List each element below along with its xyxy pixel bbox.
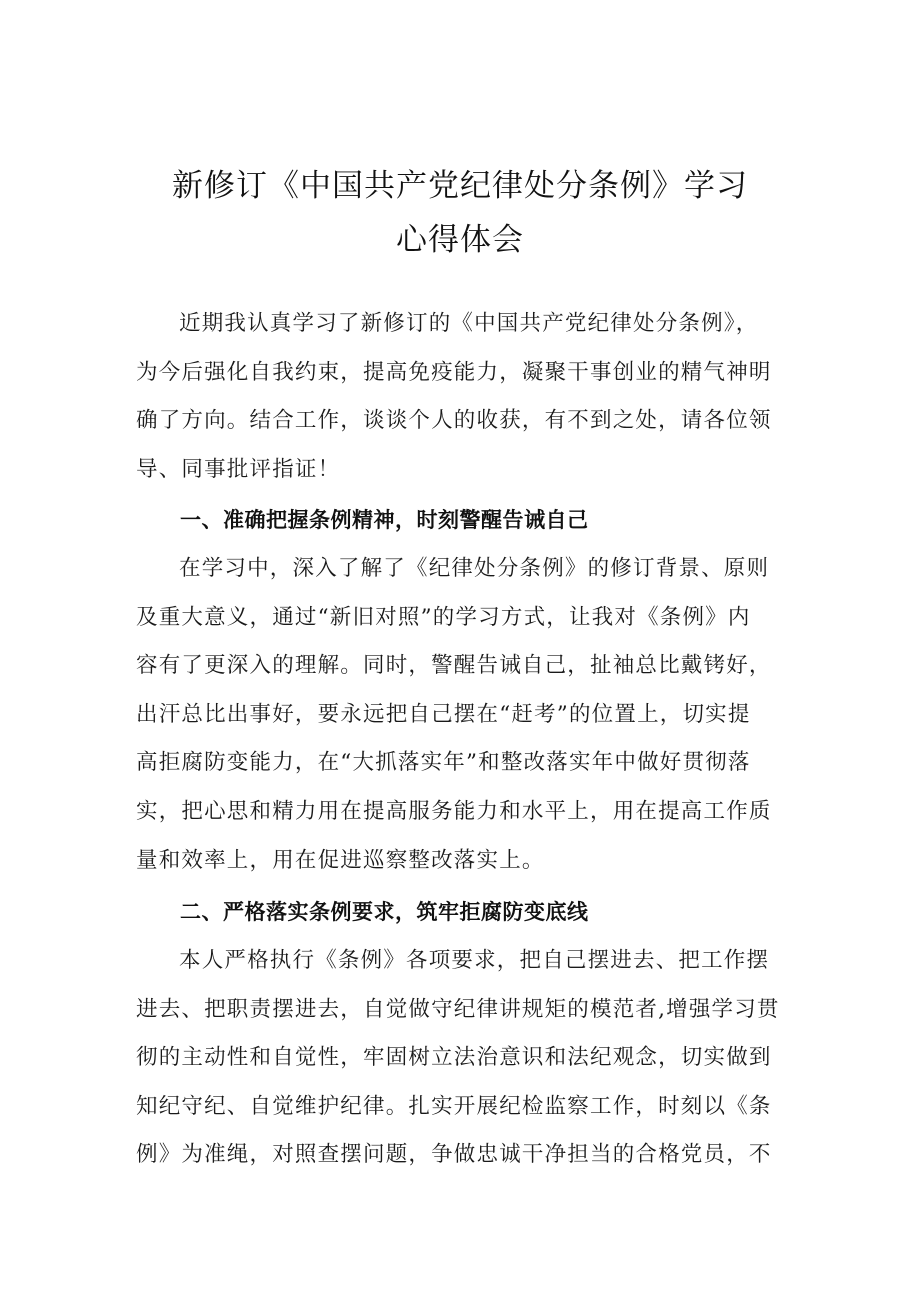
- section-heading-1: 一、准确把握条例精神，时刻警醒告诫自己: [180, 508, 589, 532]
- paragraph-line: 本人严格执行《条例》各项要求，把自己摆进去、把工作摆: [179, 948, 770, 973]
- intro-paragraph: [136, 300, 796, 494]
- paragraph-line: 导、同事批评指证！: [136, 456, 341, 482]
- paragraph-line: 近期我认真学习了新修订的《中国共产党纪律处分条例》，: [179, 311, 759, 336]
- paragraph-line: 高拒腐防变能力，在“大抓落实年”和整改落实年中做好贯彻落: [136, 750, 751, 776]
- paragraph-line: 出汗总比出事好，要永远把自己摆在“赶考”的位置上，切实提: [136, 701, 751, 727]
- section-heading-2: 二、严格落实条例要求，筑牢拒腐防变底线: [180, 900, 589, 924]
- paragraph-line: 在学习中，深入了解了《纪律处分条例》的修订背景、原则: [179, 556, 770, 581]
- paragraph-line: 量和效率上，用在促进巡察整改落实上。: [136, 847, 545, 873]
- paragraph-line: 例》为准绳，对照查摆问题，争做忠诚干净担当的合格党员，不: [136, 1142, 772, 1168]
- paragraph-line: 知纪守纪、自觉维护纪律。扎实开展纪检监察工作，时刻以《条: [136, 1093, 772, 1119]
- paragraph-line: 及重大意义，通过“新旧对照”的学习方式，让我对《条例》内: [136, 604, 751, 630]
- paragraph-line: 实，把心思和精力用在提高服务能力和水平上，用在提高工作质: [136, 798, 772, 824]
- paragraph-line: 确了方向。结合工作，谈谈个人的收获，有不到之处，请各位领: [136, 408, 772, 434]
- paragraph-line: 进去、把职责摆进去，自觉做守纪律讲规矩的模范者,增强学习贯: [136, 996, 780, 1022]
- section-2-paragraph: [136, 937, 796, 1180]
- document-title-line-2: 心得体会: [396, 222, 524, 258]
- paragraph-line: 为今后强化自我约束，提高免疫能力，凝聚干事创业的精气神明: [136, 359, 772, 385]
- paragraph-line: 容有了更深入的理解。同时，警醒告诫自己，扯袖总比戴铐好，: [136, 653, 772, 679]
- paragraph-line: 彻的主动性和自觉性，牢固树立法治意识和法纪观念，切实做到: [136, 1045, 772, 1071]
- document-title-line-1: 新修订《中国共产党纪律处分条例》学习: [172, 168, 748, 204]
- section-1-paragraph: [136, 545, 796, 885]
